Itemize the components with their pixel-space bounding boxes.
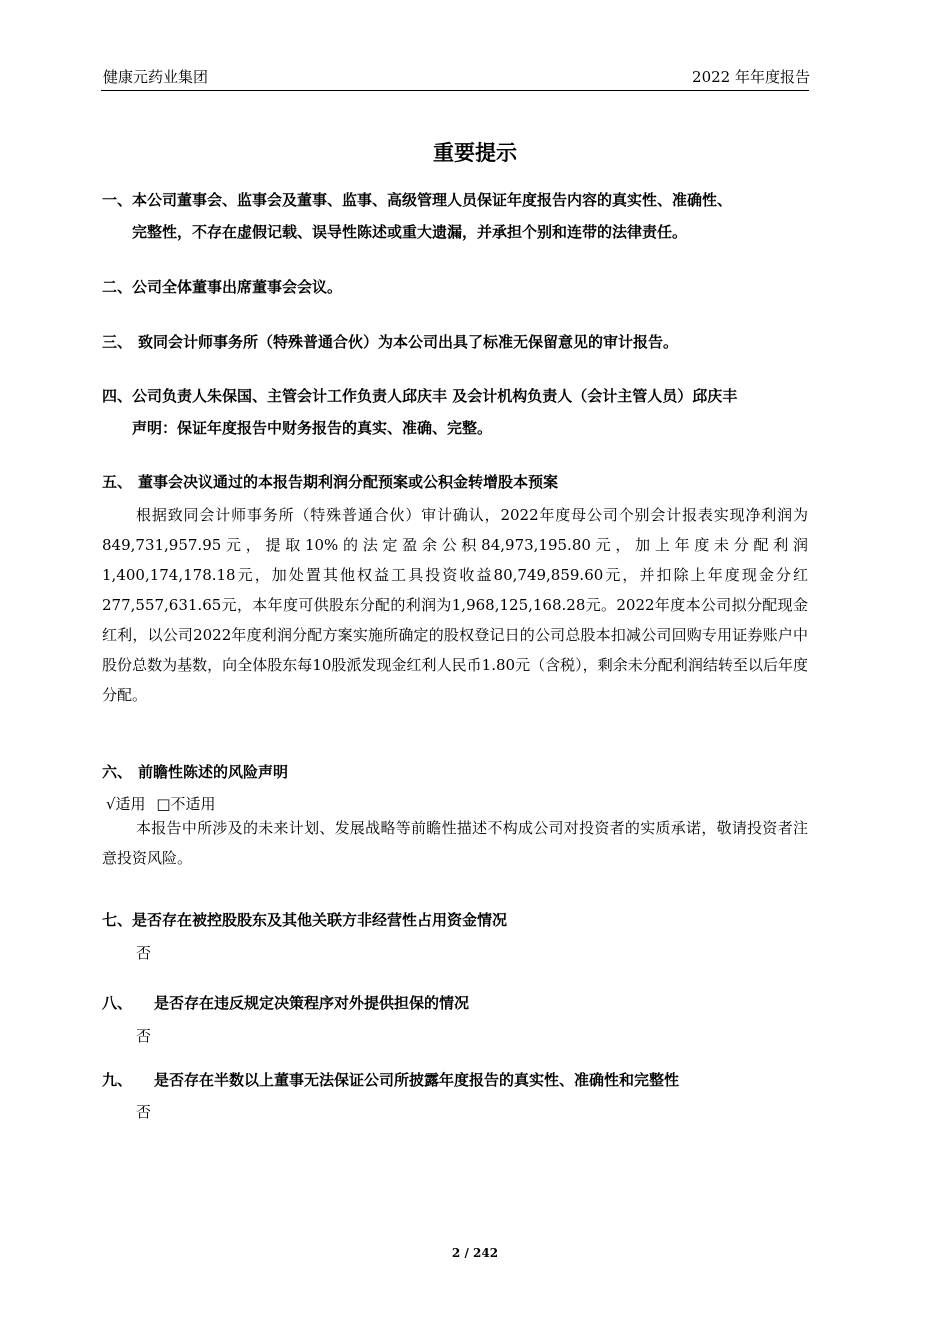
section-3-number: 三、: [102, 333, 133, 351]
section-6-body: 本报告中所涉及的未来计划、发展战略等前瞻性描述不构成公司对投资者的实质承诺，敬请投资者注意投资风险。: [102, 819, 808, 867]
section-9-text: 是否存在半数以上董事无法保证公司所披露年度报告的真实性、准确性和完整性: [154, 1071, 680, 1089]
section-8-text: 是否存在违反规定决策程序对外提供担保的情况: [154, 994, 470, 1012]
header-report-title: 2022 年年度报告: [692, 68, 810, 86]
section-4: [102, 387, 812, 437]
section-3-text: 致同会计师事务所（特殊普通合伙）为本公司出具了标准无保留意见的审计报告。: [138, 333, 679, 351]
section-6-heading: 前瞻性陈述的风险声明: [138, 763, 289, 781]
section-5-heading: 董事会决议通过的本报告期利润分配预案或公积金转增股本预案: [138, 473, 559, 491]
section-7-number: 七、: [102, 911, 133, 929]
page-title: 重要提示: [433, 141, 517, 165]
section-7-text: 是否存在被控股股东及其他关联方非经营性占用资金情况: [132, 911, 508, 929]
section-1-number: 一、: [102, 191, 133, 209]
section-3: [102, 333, 812, 351]
section-2-number: 二、: [102, 278, 133, 296]
section-7: [102, 911, 812, 929]
section-6: [102, 763, 812, 781]
section-1: [102, 191, 812, 241]
section-2-text: 公司全体董事出席董事会会议。: [132, 278, 343, 296]
page-number: 2 / 242: [451, 1246, 499, 1260]
section-1-line2: 完整性，不存在虚假记载、误导性陈述或重大遗漏，并承担个别和连带的法律责任。: [132, 223, 688, 241]
section-9-number: 九、: [102, 1071, 133, 1089]
option-applicable: √适用: [106, 795, 146, 813]
section-5: [102, 473, 812, 491]
section-1-line1: 本公司董事会、监事会及董事、监事、高级管理人员保证年度报告内容的真实性、准确性、: [132, 191, 733, 209]
header-company: 健康元药业集团: [103, 68, 209, 86]
section-7-answer: 否: [136, 944, 152, 962]
section-8-answer: 否: [136, 1027, 152, 1045]
applicability-options: [106, 795, 222, 813]
section-6-number: 六、: [102, 763, 133, 781]
section-8: [102, 994, 812, 1012]
section-5-body: 根据致同会计师事务所（特殊普通合伙）审计确认，2022年度母公司个别会计报表实现净利润为849,731,957.95元，提取10%的法定盈余公积84,973,195.80元，加上年度未分配利润1,400,174,178.18元，加处置其他权益工具投资收益80,749,859.60元，并扣除上年度现金分红277,557,631.65元，本年度可供股东分配的利润为1,968,125,168.28元。2022年度本公司拟分配现金红利，以公司2022年度利润分配方案实施所确定的股权登记日的公司总股本扣减公司回购专用证券账户中股份总数为基数，向全体股东每10股派发现金红利人民币1.80元（含税），剩余未分配利润结转至以后年度分配。: [102, 506, 808, 704]
section-4-number: 四、: [102, 387, 133, 405]
header-divider: [101, 90, 809, 91]
option-not-applicable: □不适用: [156, 795, 216, 813]
section-9: [102, 1071, 812, 1089]
section-2: [102, 278, 812, 296]
section-8-number: 八、: [102, 994, 133, 1012]
section-4-line2: 声明：保证年度报告中财务报告的真实、准确、完整。: [132, 419, 493, 437]
section-4-line1: 公司负责人朱保国、主管会计工作负责人邱庆丰 及会计机构负责人（会计主管人员）邱庆丰: [132, 387, 738, 405]
section-9-answer: 否: [136, 1103, 152, 1121]
section-5-number: 五、: [102, 473, 133, 491]
